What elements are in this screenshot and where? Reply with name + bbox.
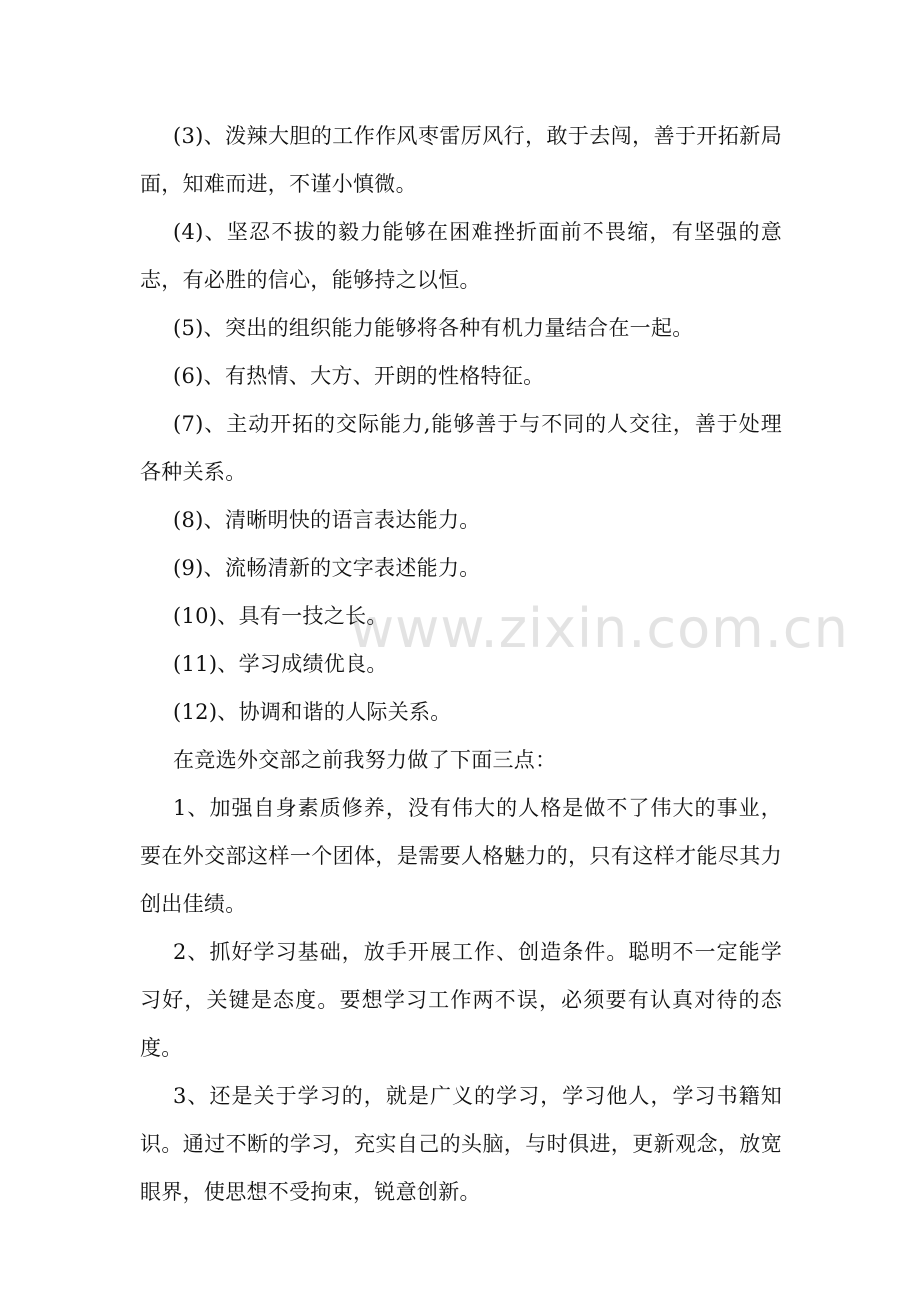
- paragraph-item-6: (6)、有热情、大方、开朗的性格特征。: [173, 364, 545, 388]
- paragraph-item-3: (3)、泼辣大胆的工作作风枣雷厉风行，敢于去闯，善于开拓新局面，知难而进，不谨小慎微。: [140, 124, 782, 196]
- paragraph-point-3: 3、还是关于学习的，就是广义的学习，学习他人，学习书籍知识。通过不断的学习，充实自己的头脑，与时俱进，更新观念，放宽眼界，使思想不受拘束，锐意创新。: [140, 1084, 782, 1204]
- paragraph-item-11: (11)、学习成绩优良。: [173, 652, 388, 676]
- paragraph-point-1: 1、加强自身素质修养，没有伟大的人格是做不了伟大的事业，要在外交部这样一个团体，是需要人格魅力的，只有这样才能尽其力创出佳绩。: [140, 796, 782, 916]
- paragraph-intro-three-points: 在竞选外交部之前我努力做了下面三点：: [173, 748, 557, 772]
- paragraph-item-4: (4)、坚忍不拔的毅力能够在困难挫折面前不畏缩，有坚强的意志，有必胜的信心，能够持之以恒。: [140, 220, 782, 292]
- paragraph-item-8: (8)、清晰明快的语言表达能力。: [173, 508, 481, 532]
- paragraph-point-2: 2、抓好学习基础，放手开展工作、创造条件。聪明不一定能学习好，关键是态度。要想学习工作两不误，必须要有认真对待的态度。: [140, 940, 782, 1060]
- paragraph-item-12: (12)、协调和谐的人际关系。: [173, 700, 452, 724]
- document-body: [140, 112, 782, 1216]
- paragraph-item-9: (9)、流畅清新的文字表述能力。: [173, 556, 481, 580]
- watermark: www.zixin.com.cn: [350, 597, 849, 660]
- paragraph-item-7: (7)、主动开拓的交际能力,能够善于与不同的人交往，善于处理各种关系。: [140, 412, 782, 484]
- paragraph-item-5: (5)、突出的组织能力能够将各种有机力量结合在一起。: [173, 316, 694, 340]
- paragraph-item-10: (10)、具有一技之长。: [173, 604, 388, 628]
